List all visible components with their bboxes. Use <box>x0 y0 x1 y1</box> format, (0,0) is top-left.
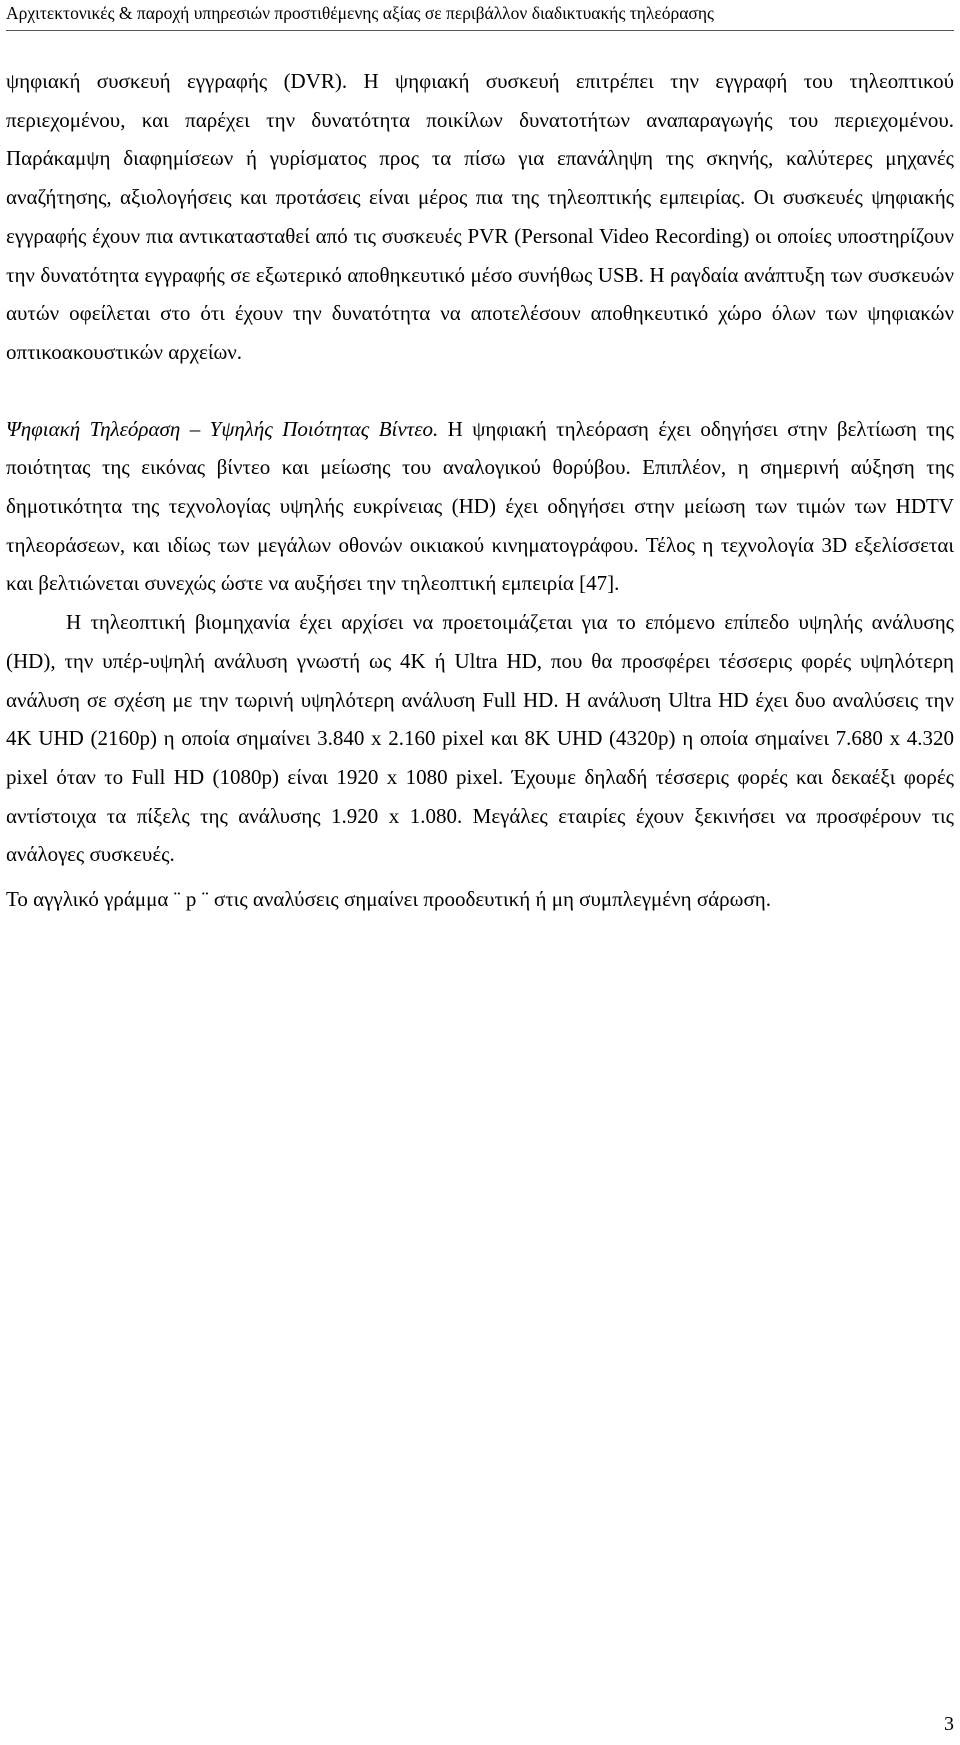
paragraph-progressive-scan: Το αγγλικό γράμμα ¨ p ¨ στις αναλύσεις σημαίνει προοδευτική ή μη συμπλεγμένη σάρωση. <box>6 887 772 912</box>
paragraph-digital-tv-body: Η ψηφιακή τηλεόραση έχει οδηγήσει στην βελτίωση της ποιότητας της εικόνας βίντεο και μείωσης του αναλογικού θορύβου. Επιπλέον, η σημερινή αύξηση της δημοτικότητα της τεχνολογίας υψηλής ευκρίνειας (HD) έχει οδηγήσει στην μείωση των τιμών των HDTV τηλεοράσεων, και ιδίως των μεγάλων οθονών οικιακού κινηματογράφου. Τέλος η τεχνολογία 3D εξελίσσεται και βελτιώνεται συνεχώς ώστε να αυξήσει την τηλεοπτική εμπειρία [47]. <box>6 416 954 596</box>
section-heading-digital-tv: Ψηφιακή Τηλεόραση – Υψηλής Ποιότητας Βίντεο. <box>6 416 439 441</box>
running-header: Αρχιτεκτονικές & παροχή υπηρεσιών προστιθέμενης αξίας σε περιβάλλον διαδικτυακής τηλεόρασης <box>6 3 714 23</box>
page-number: 3 <box>944 1713 954 1735</box>
page-body <box>6 62 954 919</box>
header-divider <box>6 30 954 31</box>
paragraph-ultra-hd: Η τηλεοπτική βιομηχανία έχει αρχίσει να προετοιμάζεται για το επόμενο επίπεδο υψηλής ανάλυσης (HD), την υπέρ-υψηλή ανάλυση γνωστή ως 4K ή Ultra HD, που θα προσφέρει τέσσερις φορές υψηλότερη ανάλυση σε σχέση με την τωρινή υψηλότερη ανάλυση Full HD. Η ανάλυση Ultra HD έχει δυο αναλύσεις την 4K UHD (2160p) η οποία σημαίνει 3.840 x 2.160 pixel και 8K UHD (4320p) η οποία σημαίνει 7.680 x 4.320 pixel όταν το Full HD (1080p) είναι 1920 x 1080 pixel. Έχουμε δηλαδή τέσσερις φορές και δεκαέξι φορές αντίστοιχα τα πίξελς της ανάλυσης 1.920 x 1.080. Μεγάλες εταιρίες έχουν ξεκινήσει να προσφέρουν τις ανάλογες συσκευές. <box>6 610 954 867</box>
paragraph-digital-tv <box>6 410 954 604</box>
paragraph-dvr: ψηφιακή συσκευή εγγραφής (DVR). Η ψηφιακή συσκευή επιτρέπει την εγγραφή του τηλεοπτικού περιεχομένου, και παρέχει την δυνατότητα ποικίλων δυνατοτήτων αναπαραγωγής του περιεχομένου. Παράκαμψη διαφημίσεων ή γυρίσματος προς τα πίσω για επανάληψη της σκηνής, καλύτερες μηχανές αναζήτησης, αξιολογήσεις και προτάσεις είναι μέρος πια της τηλεοπτικής εμπειρίας. Οι συσκευές ψηφιακής εγγραφής έχουν πια αντικατασταθεί από τις συσκευές PVR (Personal Video Recording) οι οποίες υποστηρίζουν την δυνατότητα εγγραφής σε εξωτερικό αποθηκευτικό μέσο συνήθως USB. Η ραγδαία ανάπτυξη των συσκευών αυτών οφείλεται στο ότι έχουν την δυνατότητα να αποτελέσουν αποθηκευτικό χώρο όλων των ψηφιακών οπτικοακουστικών αρχείων. <box>6 69 954 364</box>
